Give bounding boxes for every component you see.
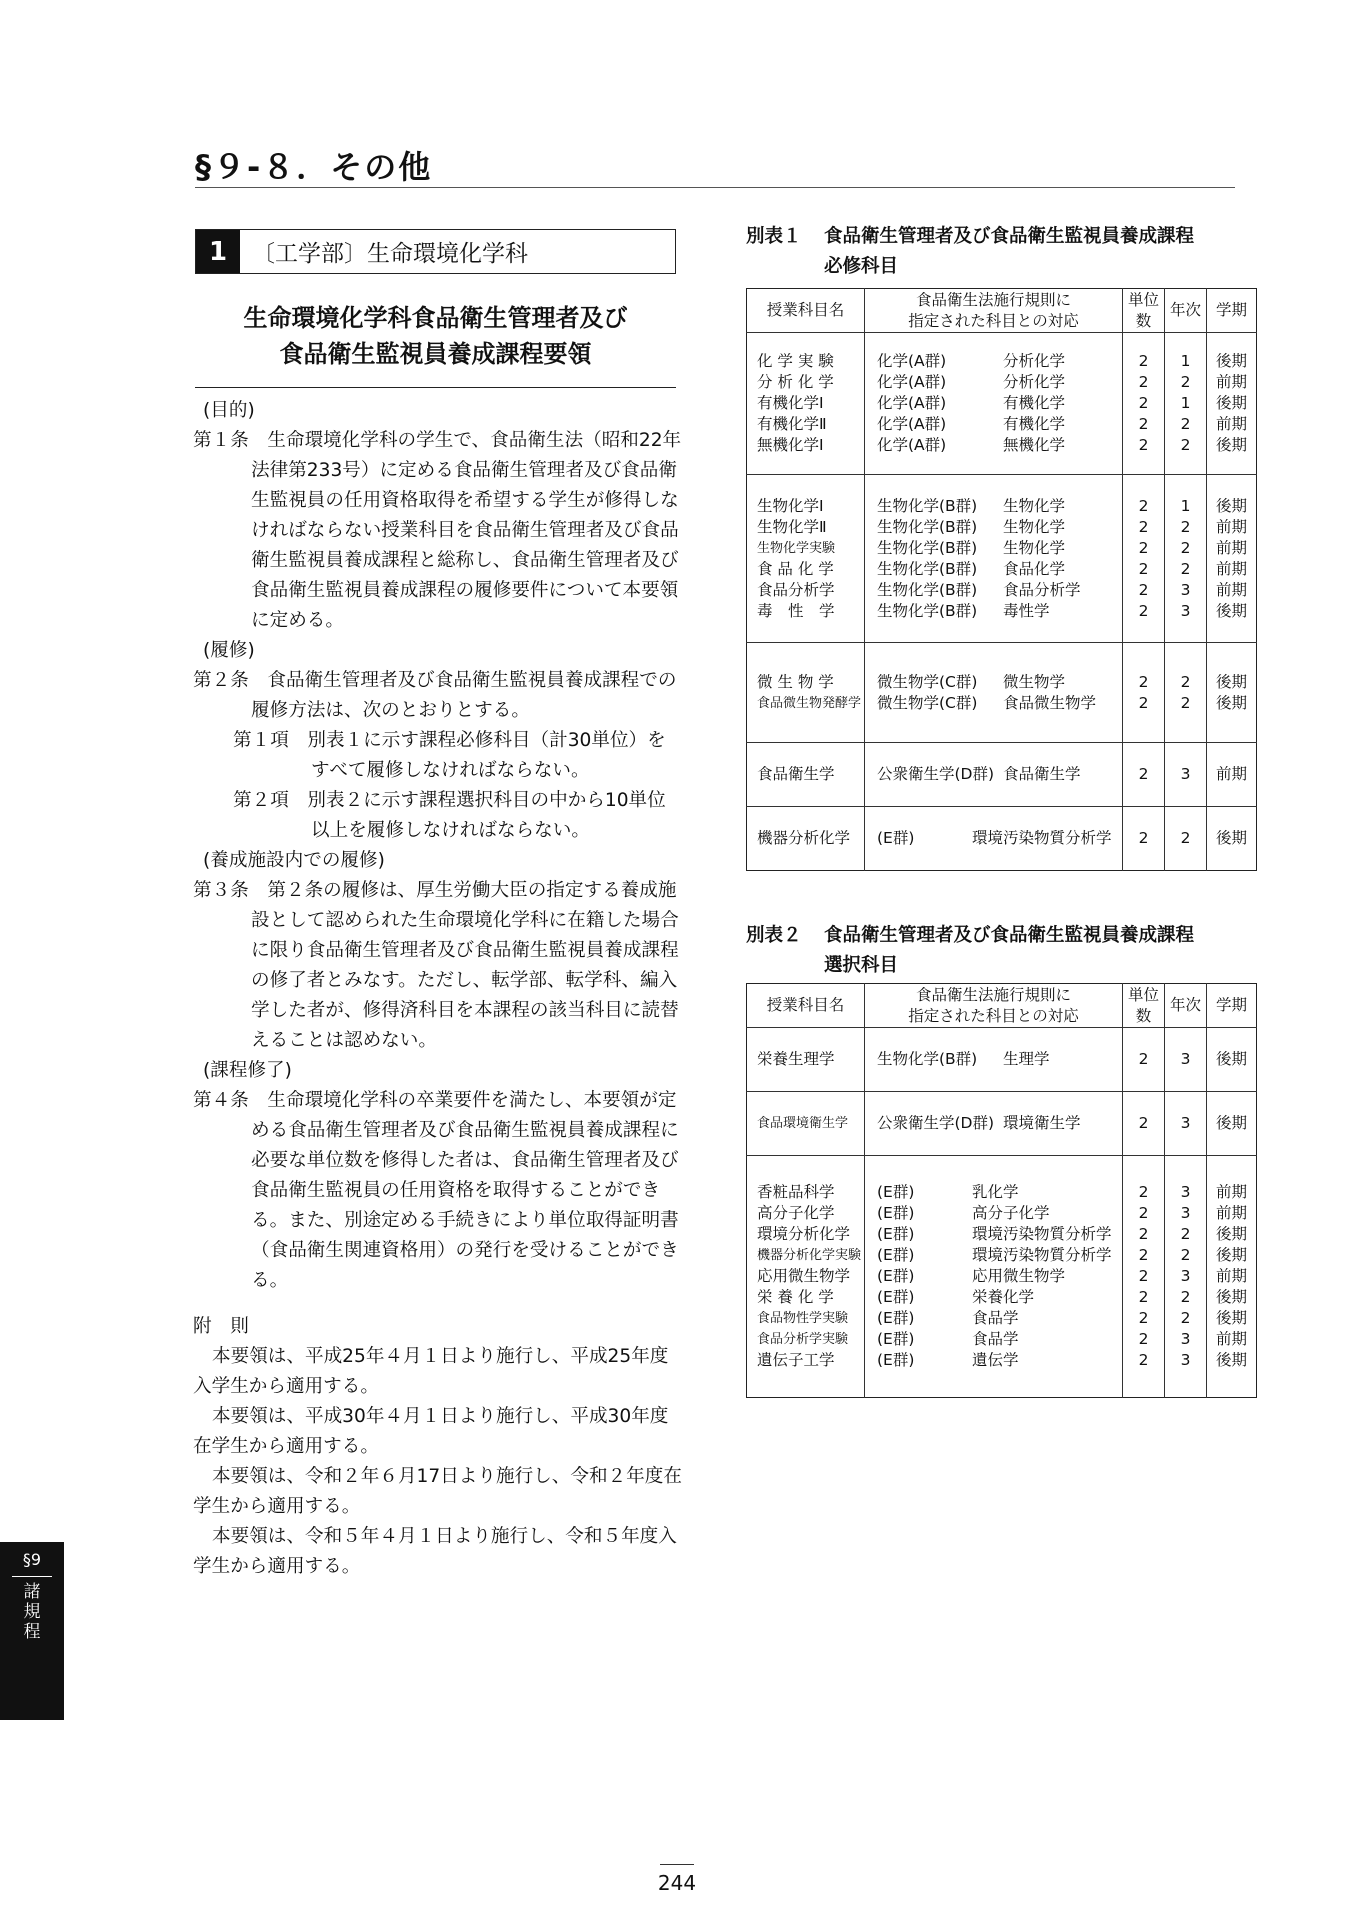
regulation-cell <box>865 475 1123 643</box>
regulation-correspondence <box>877 1245 1122 1266</box>
subject-name: 食品物性学実験 <box>757 1311 849 1326</box>
regulation-correspondence <box>877 517 1122 538</box>
regulation-subject: 食品微生物学 <box>1003 693 1097 712</box>
regulation-group: (E群) <box>877 1204 915 1222</box>
article-text: 第４条 生命環境化学科の卒業要件を満たし、本要領が定める食品衛生管理者及び食品衛生監視員養成課程に必要な単位数を修得した者は、食品衛生管理者及び食品衛生監視員の任用資格を取得することができる。また、別途定める手続きにより単位取得証明書（食品衛生関連資格用）の発行を受けることができる。 <box>193 1090 679 1291</box>
term-value: 前期 <box>1215 1183 1247 1201</box>
document-title <box>195 300 676 372</box>
units-value: 2 <box>1138 538 1149 557</box>
term-value: 後期 <box>1215 1225 1247 1243</box>
side-tab-divider <box>12 1576 52 1577</box>
subject-name: 食 品 化 学 <box>757 559 834 578</box>
header-rule <box>195 187 1235 188</box>
term-cell <box>1207 1092 1257 1156</box>
subject-name: 機器分析化学 <box>757 829 851 847</box>
units-value: 2 <box>1138 517 1149 536</box>
regulation-group: 生物化学(B群) <box>877 538 978 557</box>
regulation-subject: 遺伝学 <box>972 1351 1019 1369</box>
regulation-group: 生物化学(B群) <box>877 517 978 536</box>
regulation-group: 微生物学(C群) <box>877 672 978 691</box>
article-item: 第２項 別表２に示す課程選択科目の中から10単位以上を履修しなければならない。 <box>233 790 666 841</box>
regulation-group: 化学(A群) <box>877 394 947 412</box>
subject-name: 生物化学Ⅰ <box>757 496 824 515</box>
article-text: 第１条 生命環境化学科の学生で、食品衛生法（昭和22年法律第233号）に定める食品衛生管理者及び食品衛生監視員の任用資格取得を希望する学生が修得しなければならない授業科目を食品衛生管理者及び食品衛生監視員養成課程と総称し、食品衛生管理者及び食品衛生監視員養成課程の履修要件について本要領に定める。 <box>193 430 682 631</box>
table-row-group <box>747 1092 1257 1156</box>
term-value: 後期 <box>1215 829 1247 847</box>
regulation-subject: 生物化学 <box>1003 517 1066 536</box>
table2-title <box>746 921 1266 981</box>
regulation-group: (E群) <box>877 1351 915 1369</box>
article-item: 第１項 別表１に示す課程必修科目（計30単位）をすべて履修しなければならない。 <box>233 730 666 781</box>
regulation-subject: 環境汚染物質分析学 <box>972 829 1112 847</box>
subject-name: 高分子化学 <box>757 1204 835 1222</box>
subject-cell <box>747 807 865 871</box>
year-value: 3 <box>1180 1050 1191 1068</box>
table1-title <box>746 222 1266 282</box>
subject-name: 有機化学Ⅱ <box>757 415 827 433</box>
article-heading: (目的) <box>203 400 255 421</box>
table1-label: 別表１ <box>746 226 802 247</box>
units-cell <box>1123 475 1165 643</box>
year-cell <box>1165 1092 1207 1156</box>
regulation-subject: 微生物学 <box>1003 672 1066 691</box>
col-units: 単位 数 <box>1123 289 1165 333</box>
regulation-group: 公衆衛生学(D群) <box>877 765 995 783</box>
units-value: 2 <box>1138 765 1149 783</box>
section-side-tab <box>0 1542 64 1720</box>
col-subject: 授業科目名 <box>747 984 865 1028</box>
article-heading: (課程修了) <box>203 1060 292 1081</box>
year-value: 3 <box>1180 1330 1191 1348</box>
term-value: 前期 <box>1215 1330 1247 1348</box>
term-value: 後期 <box>1215 1288 1247 1306</box>
supplementary-paragraph: 本要領は、平成30年４月１日より施行し、平成30年度在学生から適用する。 <box>193 1406 669 1457</box>
units-value: 2 <box>1138 1288 1149 1306</box>
page-title: §９-８．その他 <box>195 148 433 186</box>
units-value: 2 <box>1138 1351 1149 1369</box>
year-value: 2 <box>1180 373 1191 391</box>
subject-name: 遺伝子工学 <box>757 1351 835 1369</box>
side-tab-char: 程 <box>23 1622 41 1642</box>
year-value: 2 <box>1180 415 1191 433</box>
term-value: 前期 <box>1215 765 1247 783</box>
year-value: 3 <box>1180 1204 1191 1222</box>
table-row-group <box>747 743 1257 807</box>
regulation-correspondence <box>877 393 1122 414</box>
units-cell <box>1123 1092 1165 1156</box>
year-value: 2 <box>1180 559 1191 578</box>
regulation-correspondence <box>877 1350 1122 1371</box>
page-number: 244 <box>657 1871 697 1895</box>
regulation-subject: 無機化学 <box>1003 436 1066 454</box>
col-regulation: 食品衛生法施行規則に 指定された科目との対応 <box>865 289 1123 333</box>
subject-name: 生物化学Ⅱ <box>757 517 827 536</box>
term-cell <box>1207 743 1257 807</box>
subject-cell <box>747 1156 865 1398</box>
regulation-group: 生物化学(B群) <box>877 601 978 620</box>
regulation-cell <box>865 1092 1123 1156</box>
regulation-subject: 食品化学 <box>1003 559 1066 578</box>
regulation-subject: 有機化学 <box>1003 415 1066 433</box>
regulation-correspondence <box>877 559 1122 580</box>
table-row-group <box>747 643 1257 743</box>
regulation-group: (E群) <box>877 1288 915 1306</box>
year-value: 1 <box>1180 394 1191 412</box>
year-value: 3 <box>1180 601 1191 620</box>
table2-header-row <box>747 984 1257 1028</box>
year-cell <box>1165 1028 1207 1092</box>
table-row-group <box>747 475 1257 643</box>
regulation-cell <box>865 333 1123 475</box>
year-value: 2 <box>1180 538 1191 557</box>
units-value: 2 <box>1138 601 1149 620</box>
units-value: 2 <box>1138 394 1149 412</box>
term-value: 後期 <box>1215 1309 1247 1327</box>
year-value: 2 <box>1180 1288 1191 1306</box>
term-value: 後期 <box>1215 352 1247 370</box>
units-value: 2 <box>1138 693 1149 712</box>
col-year: 年次 <box>1165 984 1207 1028</box>
year-value: 3 <box>1180 1114 1191 1132</box>
term-value: 後期 <box>1215 496 1247 515</box>
regulation-correspondence <box>877 580 1122 601</box>
term-value: 後期 <box>1215 1050 1247 1068</box>
side-tab-char: 規 <box>23 1602 41 1622</box>
subject-name: 無機化学Ⅰ <box>757 436 824 454</box>
regulation-group: 生物化学(B群) <box>877 559 978 578</box>
year-value: 2 <box>1180 1246 1191 1264</box>
subject-name: 応用微生物学 <box>757 1267 851 1285</box>
regulation-group: (E群) <box>877 1330 915 1348</box>
regulation-group: 化学(A群) <box>877 373 947 391</box>
subject-cell <box>747 743 865 807</box>
units-value: 2 <box>1138 1183 1149 1201</box>
regulation-correspondence <box>877 372 1122 393</box>
subject-name: 生物化学実験 <box>757 540 836 556</box>
subject-cell <box>747 333 865 475</box>
regulation-subject: 乳化学 <box>972 1183 1019 1201</box>
year-value: 2 <box>1180 517 1191 536</box>
year-cell <box>1165 333 1207 475</box>
table1 <box>746 288 1257 871</box>
year-cell <box>1165 743 1207 807</box>
subject-name: 食品衛生学 <box>757 765 835 783</box>
regulation-cell <box>865 643 1123 743</box>
subheading-number: 1 <box>196 230 240 273</box>
units-value: 2 <box>1138 373 1149 391</box>
spacer <box>193 1296 683 1312</box>
subject-name: 栄養生理学 <box>757 1050 835 1068</box>
subject-cell <box>747 1092 865 1156</box>
col-term: 学期 <box>1207 289 1257 333</box>
document-title-line2: 食品衛生監視員養成課程要領 <box>279 340 592 368</box>
year-value: 3 <box>1180 765 1191 783</box>
regulation-group: 生物化学(B群) <box>877 496 978 515</box>
col-year: 年次 <box>1165 289 1207 333</box>
regulation-group: (E群) <box>877 1309 915 1327</box>
table1-title-line1: 食品衛生管理者及び食品衛生監視員養成課程 <box>824 226 1195 247</box>
units-value: 2 <box>1138 436 1149 454</box>
year-cell <box>1165 1156 1207 1398</box>
year-value: 3 <box>1180 580 1191 599</box>
year-value: 2 <box>1180 829 1191 847</box>
regulation-correspondence <box>877 496 1122 517</box>
units-value: 2 <box>1138 580 1149 599</box>
term-value: 前期 <box>1215 559 1247 578</box>
year-value: 2 <box>1180 1225 1191 1243</box>
supplementary-paragraph: 本要領は、令和２年６月17日より施行し、令和２年度在学生から適用する。 <box>193 1466 682 1517</box>
term-value: 後期 <box>1215 1246 1247 1264</box>
term-value: 後期 <box>1215 436 1247 454</box>
term-value: 前期 <box>1215 415 1247 433</box>
regulation-group: (E群) <box>877 1183 915 1201</box>
supplementary-heading: 附 則 <box>193 1316 249 1337</box>
regulation-correspondence <box>877 601 1122 622</box>
regulation-correspondence <box>877 1329 1122 1350</box>
term-cell <box>1207 807 1257 871</box>
regulation-correspondence <box>877 672 1122 693</box>
regulation-cell <box>865 807 1123 871</box>
table1-grid <box>746 288 1257 871</box>
table2-grid <box>746 983 1257 1398</box>
subject-name: 機器分析化学実験 <box>757 1248 862 1263</box>
regulation-subject: 食品分析学 <box>1003 580 1081 599</box>
year-value: 2 <box>1180 672 1191 691</box>
units-value: 2 <box>1138 672 1149 691</box>
units-value: 2 <box>1138 1050 1149 1068</box>
article-text: 第３条 第２条の履修は、厚生労働大臣の指定する養成施設として認められた生命環境化学科に在籍した場合に限り食品衛生管理者及び食品衛生監視員養成課程の修了者とみなす。ただし、転学部、転学科、編入学した者が、修得済科目を本課程の該当科目に読替えることは認めない。 <box>193 880 679 1051</box>
table-row-group <box>747 807 1257 871</box>
table-row-group <box>747 1156 1257 1398</box>
subject-name: 微 生 物 学 <box>757 672 834 691</box>
subject-name: 香粧品科学 <box>757 1183 835 1201</box>
regulation-group: 化学(A群) <box>877 436 947 454</box>
units-value: 2 <box>1138 1309 1149 1327</box>
subject-cell <box>747 475 865 643</box>
year-value: 1 <box>1180 496 1191 515</box>
subject-name: 食品分析学 <box>757 580 835 599</box>
regulation-subject: 毒性学 <box>1003 601 1050 620</box>
regulation-group: 微生物学(C群) <box>877 693 978 712</box>
units-cell <box>1123 1028 1165 1092</box>
units-value: 2 <box>1138 415 1149 433</box>
side-tab-label <box>0 1582 64 1642</box>
term-value: 前期 <box>1215 1267 1247 1285</box>
table2-title-line2: 選択科目 <box>824 955 899 976</box>
year-value: 3 <box>1180 1351 1191 1369</box>
regulation-correspondence <box>877 1266 1122 1287</box>
units-value: 2 <box>1138 352 1149 370</box>
side-tab-section: §9 <box>22 1550 42 1569</box>
regulation-correspondence <box>877 764 1122 785</box>
regulation-body <box>193 396 683 1582</box>
article-heading: (履修) <box>203 640 255 661</box>
col-regulation: 食品衛生法施行規則に 指定された科目との対応 <box>865 984 1123 1028</box>
units-cell <box>1123 743 1165 807</box>
page-number-rule <box>660 1864 694 1865</box>
regulation-subject: 環境汚染物質分析学 <box>972 1225 1112 1243</box>
regulation-correspondence <box>877 693 1122 714</box>
table1-header-row <box>747 289 1257 333</box>
regulation-subject: 分析化学 <box>1003 352 1066 370</box>
regulation-cell <box>865 743 1123 807</box>
term-cell <box>1207 643 1257 743</box>
regulation-correspondence <box>877 1224 1122 1245</box>
regulation-group: (E群) <box>877 829 915 847</box>
term-value: 後期 <box>1215 1114 1247 1132</box>
units-value: 2 <box>1138 559 1149 578</box>
term-value: 前期 <box>1215 517 1247 536</box>
article-text: 第２条 食品衛生管理者及び食品衛生監視員養成課程での履修方法は、次のとおりとする。 <box>193 670 677 721</box>
term-cell <box>1207 475 1257 643</box>
article-heading: (養成施設内での履修) <box>203 850 385 871</box>
units-cell <box>1123 1156 1165 1398</box>
regulation-correspondence <box>877 1287 1122 1308</box>
term-value: 後期 <box>1215 1351 1247 1369</box>
table1-title-line2: 必修科目 <box>824 256 899 277</box>
regulation-subject: 有機化学 <box>1003 394 1066 412</box>
regulation-group: 化学(A群) <box>877 415 947 433</box>
regulation-correspondence <box>877 1203 1122 1224</box>
subject-name: 食品微生物発酵学 <box>757 695 862 711</box>
term-value: 前期 <box>1215 373 1247 391</box>
term-value: 後期 <box>1215 672 1247 691</box>
subject-cell <box>747 1028 865 1092</box>
regulation-group: (E群) <box>877 1225 915 1243</box>
regulation-correspondence <box>877 828 1122 849</box>
units-value: 2 <box>1138 1330 1149 1348</box>
table-row-group <box>747 1028 1257 1092</box>
regulation-correspondence <box>877 1308 1122 1329</box>
units-cell <box>1123 643 1165 743</box>
subject-name: 栄 養 化 学 <box>757 1288 834 1306</box>
year-value: 1 <box>1180 352 1191 370</box>
regulation-subject: 生物化学 <box>1003 538 1066 557</box>
table-row-group <box>747 333 1257 475</box>
term-value: 前期 <box>1215 1204 1247 1222</box>
col-units: 単位 数 <box>1123 984 1165 1028</box>
title-rule <box>195 387 676 388</box>
supplementary-paragraph: 本要領は、令和５年４月１日より施行し、令和５年度入学生から適用する。 <box>193 1526 677 1577</box>
subject-name: 分 析 化 学 <box>757 373 834 391</box>
regulation-correspondence <box>877 1182 1122 1203</box>
regulation-group: 生物化学(B群) <box>877 1050 978 1068</box>
subject-name: 有機化学Ⅰ <box>757 394 824 412</box>
term-value: 前期 <box>1215 538 1247 557</box>
col-subject: 授業科目名 <box>747 289 865 333</box>
subject-cell <box>747 643 865 743</box>
subject-name: 毒 性 学 <box>757 601 835 620</box>
regulation-correspondence <box>877 414 1122 435</box>
year-cell <box>1165 807 1207 871</box>
regulation-subject: 生理学 <box>1003 1050 1050 1068</box>
units-cell <box>1123 333 1165 475</box>
regulation-correspondence <box>877 1113 1122 1134</box>
subheading-text: 〔工学部〕生命環境化学科 <box>252 241 528 267</box>
regulation-correspondence <box>877 435 1122 456</box>
units-value: 2 <box>1138 496 1149 515</box>
regulation-correspondence <box>877 1049 1122 1070</box>
regulation-subject: 高分子化学 <box>972 1204 1050 1222</box>
subject-name: 環境分析化学 <box>757 1225 851 1243</box>
regulation-correspondence <box>877 538 1122 559</box>
regulation-subject: 食品学 <box>972 1309 1019 1327</box>
units-cell <box>1123 807 1165 871</box>
regulation-subject: 生物化学 <box>1003 496 1066 515</box>
side-tab-char: 諸 <box>23 1582 41 1602</box>
year-cell <box>1165 475 1207 643</box>
regulation-group: 公衆衛生学(D群) <box>877 1114 995 1132</box>
regulation-group: (E群) <box>877 1267 915 1285</box>
units-value: 2 <box>1138 1225 1149 1243</box>
year-cell <box>1165 643 1207 743</box>
subject-name: 化 学 実 験 <box>757 352 834 370</box>
term-value: 後期 <box>1215 693 1247 712</box>
units-value: 2 <box>1138 1267 1149 1285</box>
regulation-subject: 栄養化学 <box>972 1288 1035 1306</box>
table2-title-line1: 食品衛生管理者及び食品衛生監視員養成課程 <box>824 925 1195 946</box>
term-cell <box>1207 333 1257 475</box>
regulation-group: 化学(A群) <box>877 352 947 370</box>
term-value: 後期 <box>1215 394 1247 412</box>
regulation-cell <box>865 1028 1123 1092</box>
subject-name: 食品環境衛生学 <box>757 1116 849 1131</box>
units-value: 2 <box>1138 829 1149 847</box>
regulation-subject: 分析化学 <box>1003 373 1066 391</box>
col-term: 学期 <box>1207 984 1257 1028</box>
table2-label: 別表２ <box>746 925 802 946</box>
year-value: 3 <box>1180 1183 1191 1201</box>
regulation-cell <box>865 1156 1123 1398</box>
regulation-subject: 食品衛生学 <box>1003 765 1081 783</box>
regulation-subject: 食品学 <box>972 1330 1019 1348</box>
subheading-box <box>195 229 676 274</box>
term-cell <box>1207 1156 1257 1398</box>
term-value: 後期 <box>1215 601 1247 620</box>
units-value: 2 <box>1138 1204 1149 1222</box>
regulation-group: (E群) <box>877 1246 915 1264</box>
year-value: 2 <box>1180 693 1191 712</box>
regulation-subject: 環境衛生学 <box>1003 1114 1081 1132</box>
table2 <box>746 983 1257 1398</box>
year-value: 3 <box>1180 1267 1191 1285</box>
regulation-group: 生物化学(B群) <box>877 580 978 599</box>
supplementary-paragraph: 本要領は、平成25年４月１日より施行し、平成25年度入学生から適用する。 <box>193 1346 669 1397</box>
term-cell <box>1207 1028 1257 1092</box>
subject-name: 食品分析学実験 <box>757 1332 849 1347</box>
term-value: 前期 <box>1215 580 1247 599</box>
year-value: 2 <box>1180 1309 1191 1327</box>
regulation-correspondence <box>877 351 1122 372</box>
document-title-line1: 生命環境化学科食品衛生管理者及び <box>243 304 628 332</box>
regulation-subject: 環境汚染物質分析学 <box>972 1246 1112 1264</box>
units-value: 2 <box>1138 1246 1149 1264</box>
regulation-subject: 応用微生物学 <box>972 1267 1066 1285</box>
units-value: 2 <box>1138 1114 1149 1132</box>
year-value: 2 <box>1180 436 1191 454</box>
